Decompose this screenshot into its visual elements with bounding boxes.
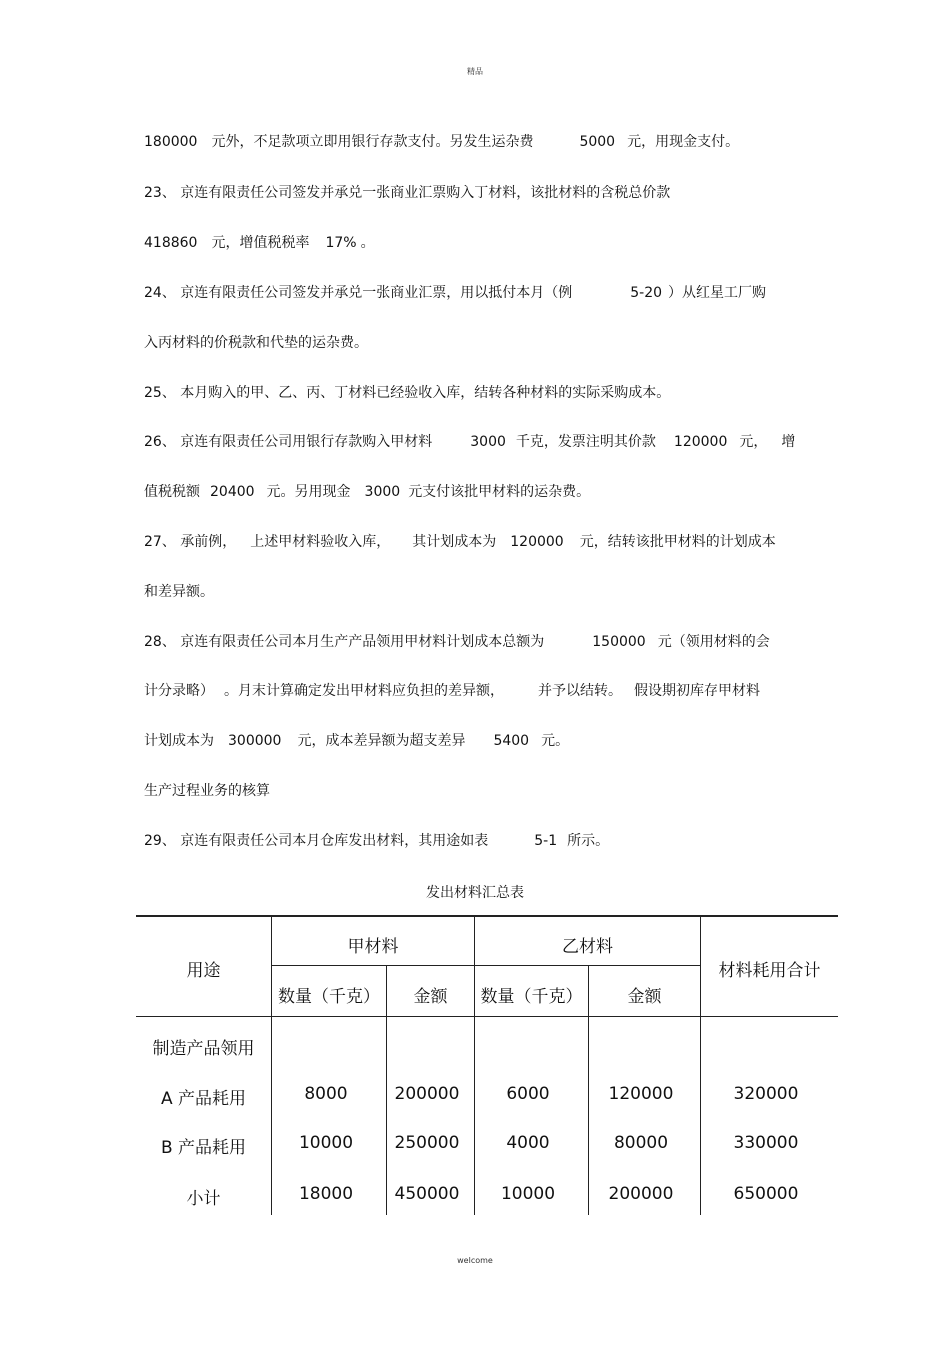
- table-cell-amt-a: 250000: [394, 1133, 460, 1153]
- table-cell-qty-b: 6000: [506, 1084, 550, 1104]
- page-footer: welcome: [457, 1256, 493, 1265]
- table-cell-qty-b: 10000: [500, 1184, 556, 1204]
- table-cell-qty-a: 10000: [298, 1133, 354, 1153]
- header-material-b: 乙材料: [562, 937, 613, 957]
- text-line: 24、 京连有限责任公司签发并承兑一张商业汇票，用以抵付本月（例 5-20 ）从红星工厂购: [144, 285, 767, 301]
- text-line: 418860 元，增值税税率 17% 。: [144, 235, 375, 251]
- text-line: 计分录略） 。月末计算确定发出甲材料应负担的差异额， 并予以结转。 假设期初库存甲材料: [144, 683, 760, 699]
- header-qty-a: 数量（千克）: [278, 987, 380, 1007]
- text-line: 计划成本为 300000 元，成本差异额为超支差异 5400 元。: [144, 733, 570, 749]
- header-qty-b: 数量（千克）: [480, 987, 583, 1007]
- table-cell-amt-b: 120000: [608, 1084, 674, 1104]
- table-row-purpose: 制造产品领用: [152, 1039, 255, 1059]
- table-cell-qty-a: 18000: [298, 1184, 354, 1204]
- text-line: 26、 京连有限责任公司用银行存款购入甲材料 3000 千克，发票注明其价款 120000 元， 增: [144, 434, 796, 450]
- text-line: 27、 承前例， 上述甲材料验收入库， 其计划成本为 120000 元，结转该批甲材料的计划成本: [144, 534, 776, 550]
- table-rule: [588, 965, 589, 1215]
- table-cell-qty-a: 8000: [304, 1084, 348, 1104]
- text-line: 25、 本月购入的甲、乙、丙、丁材料已经验收入库，结转各种材料的实际采购成本。: [144, 385, 671, 401]
- text-line: 入丙材料的价税款和代垫的运杂费。: [144, 335, 368, 351]
- table-row-purpose: A 产品耗用: [160, 1089, 247, 1109]
- table-row-purpose: B 产品耗用: [160, 1138, 247, 1158]
- table-rule: [136, 915, 838, 917]
- text-line: 180000 元外，不足款项立即用银行存款支付。另发生运杂费 5000 元，用现金支付。: [144, 134, 740, 150]
- text-line: 23、 京连有限责任公司签发并承兑一张商业汇票购入丁材料，该批材料的含税总价款: [144, 185, 671, 201]
- table-cell-total: 320000: [733, 1084, 799, 1104]
- table-cell-qty-b: 4000: [506, 1133, 550, 1153]
- page-header: 精品: [467, 67, 483, 76]
- table-cell-amt-b: 200000: [608, 1184, 674, 1204]
- text-line: 28、 京连有限责任公司本月生产产品领用甲材料计划成本总额为 150000 元（领用材料的会: [144, 634, 770, 650]
- header-amt-a: 金额: [413, 987, 448, 1007]
- header-total: 材料耗用合计: [718, 961, 821, 981]
- table-caption: 发出材料汇总表: [426, 885, 524, 901]
- text-line: 值税税额 20400 元。另用现金 3000 元支付该批甲材料的运杂费。: [144, 484, 591, 500]
- text-line: 29、 京连有限责任公司本月仓库发出材料，其用途如表 5-1 所示。: [144, 833, 610, 849]
- table-cell-total: 330000: [733, 1133, 799, 1153]
- header-material-a: 甲材料: [347, 937, 399, 957]
- table-row-purpose: 小计: [186, 1189, 221, 1209]
- header-purpose: 用途: [186, 961, 221, 981]
- table-rule: [272, 965, 700, 966]
- section-heading: 生产过程业务的核算: [144, 783, 270, 799]
- table-rule: [136, 1016, 838, 1017]
- table-rule: [271, 915, 272, 1215]
- table-rule: [474, 915, 475, 1215]
- table-cell-amt-a: 200000: [394, 1084, 460, 1104]
- table-cell-amt-a: 450000: [394, 1184, 460, 1204]
- text-line: 和差异额。: [144, 584, 214, 600]
- table-rule: [386, 965, 387, 1215]
- table-cell-amt-b: 80000: [613, 1133, 669, 1153]
- table-cell-total: 650000: [733, 1184, 799, 1204]
- table-rule: [700, 915, 701, 1215]
- header-amt-b: 金额: [627, 987, 662, 1007]
